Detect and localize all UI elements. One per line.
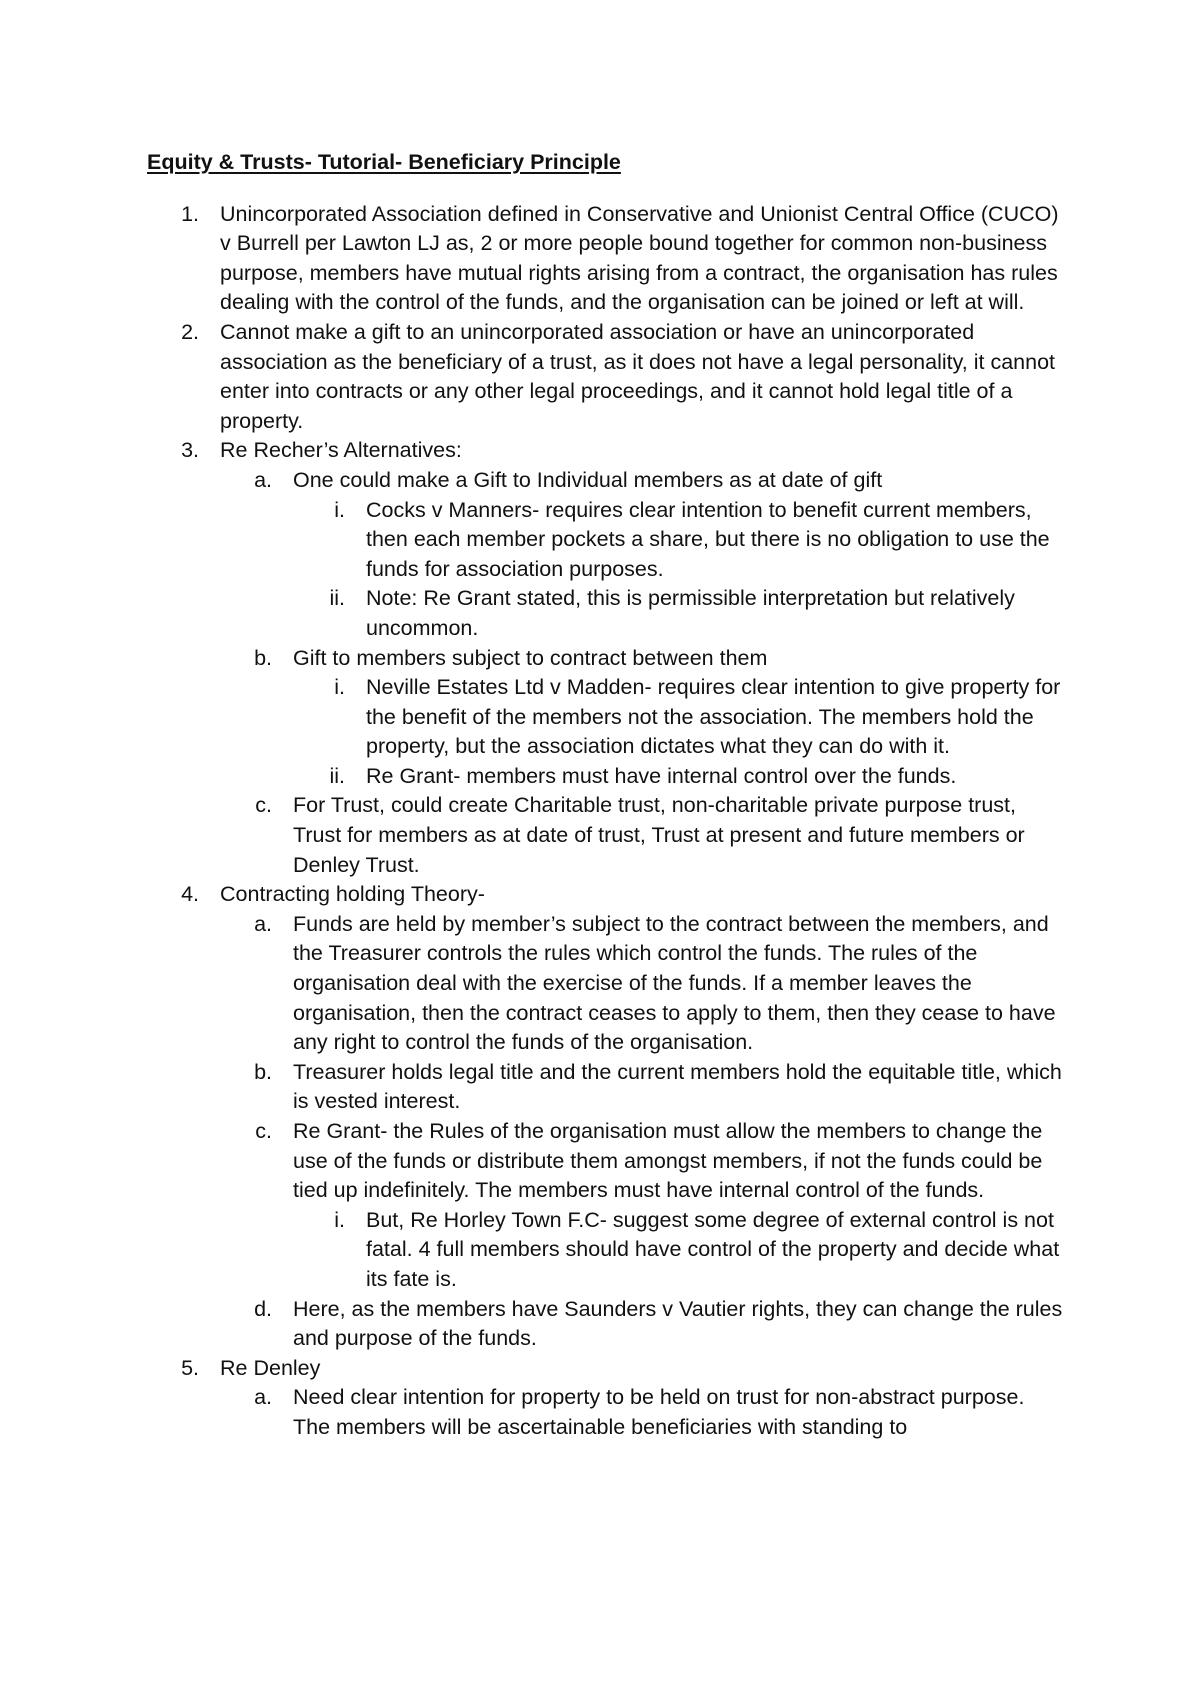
list-item xyxy=(147,496,1067,585)
list-item xyxy=(147,880,1067,910)
list-item-text: Unincorporated Association defined in Conservative and Unionist Central Office (CUCO) v Burrell per Lawton LJ as, 2 or more people bound together for common non-business purpose, members have mutual rights arising from a contract, the organisation has rules dealing with the control of the funds, and the organisation can be joined or left at will. xyxy=(220,201,1059,315)
list-item-text: Neville Estates Ltd v Madden- requires clear intention to give property for the benefit of the members not the association. The members hold the property, but the association dictates what they can do with it. xyxy=(366,675,1061,759)
list-marker: a. xyxy=(254,1385,272,1410)
list-marker: c. xyxy=(255,1119,272,1143)
list-item xyxy=(147,1295,1067,1354)
list-item xyxy=(147,318,1067,436)
list-marker: i. xyxy=(334,675,345,700)
list-item-text: Re Denley xyxy=(220,1355,321,1380)
list-marker: b. xyxy=(254,1059,272,1084)
list-item-text: Note: Re Grant stated, this is permissible interpretation but relatively uncommon. xyxy=(366,586,1015,640)
document-body xyxy=(147,148,1067,1443)
list-item xyxy=(147,673,1067,762)
list-item-text: Cannot make a gift to an unincorporated association or have an unincorporated association as the beneficiary of a trust, as it does not have a legal personality, it cannot enter into contracts or any other legal proceedings, and it cannot hold legal title of a property. xyxy=(220,319,1056,433)
list-item-text: Re Recher’s Alternatives: xyxy=(220,438,462,463)
list-marker: d. xyxy=(254,1296,272,1321)
list-marker: 3. xyxy=(181,438,199,463)
list-item-text: Cocks v Manners- requires clear intention to benefit current members, then each member pockets a share, but there is no obligation to use the funds for association purposes. xyxy=(366,497,1050,581)
list-item xyxy=(147,1058,1067,1117)
list-item-text: Funds are held by member’s subject to the contract between the members, and the Treasurer controls the rules which control the funds. The rules of the organisation deal with the exercise of the funds. If a member leaves the organisation, then the contract ceases to apply to them, then they cease to have any right to control the funds of the organisation. xyxy=(293,911,1056,1055)
list-item xyxy=(147,791,1067,880)
list-item-text: Here, as the members have Saunders v Vautier rights, they can change the rules and purpose of the funds. xyxy=(293,1296,1063,1351)
list-item xyxy=(147,1206,1067,1295)
list-item-text: For Trust, could create Charitable trust, non-charitable private purpose trust, Trust for members as at date of trust, Trust at present and future members or Denley Trust. xyxy=(293,793,1025,877)
list-item-text: Gift to members subject to contract between them xyxy=(293,645,768,670)
list-marker: i. xyxy=(334,497,345,522)
list-marker: 4. xyxy=(181,882,199,907)
list-marker: a. xyxy=(254,467,272,492)
list-item xyxy=(147,584,1067,643)
list-marker: c. xyxy=(255,793,272,818)
list-item-text: Re Grant- the Rules of the organisation must allow the members to change the use of the funds or distribute them amongst members, if not the funds could be tied up indefinitely. The members must have internal control of the funds. xyxy=(293,1119,1043,1203)
list-item-text: Treasurer holds legal title and the current members hold the equitable title, which is vested interest. xyxy=(293,1059,1062,1114)
list-item-text: One could make a Gift to Individual members as at date of gift xyxy=(293,467,883,492)
list-item-text: Need clear intention for property to be held on trust for non-abstract purpose. The members will be ascertainable beneficiaries with standing to xyxy=(293,1385,1025,1439)
document-title: Equity & Trusts- Tutorial- Beneficiary Principle xyxy=(147,150,621,174)
list-item xyxy=(147,436,1067,466)
list-item xyxy=(147,200,1067,318)
list-item xyxy=(147,644,1067,674)
list-item xyxy=(147,910,1067,1058)
list-item xyxy=(147,1354,1067,1384)
list-marker: 2. xyxy=(181,319,199,344)
list-marker: b. xyxy=(254,645,272,670)
list-item-text: Contracting holding Theory- xyxy=(220,882,485,907)
list-marker: ii. xyxy=(329,763,345,788)
list-item-text: Re Grant- members must have internal control over the funds. xyxy=(366,763,957,788)
list-marker: ii. xyxy=(329,586,345,611)
list-marker: 1. xyxy=(181,201,199,226)
list-marker: a. xyxy=(254,911,272,936)
list-marker: i. xyxy=(334,1207,345,1232)
list-item xyxy=(147,1383,1067,1442)
list-item xyxy=(147,1117,1067,1206)
list-item xyxy=(147,466,1067,496)
list-item-text: But, Re Horley Town F.C- suggest some degree of external control is not fatal. 4 full members should have control of the property and decide what its fate is. xyxy=(366,1207,1060,1291)
list-marker: 5. xyxy=(181,1355,199,1380)
list-item xyxy=(147,762,1067,792)
